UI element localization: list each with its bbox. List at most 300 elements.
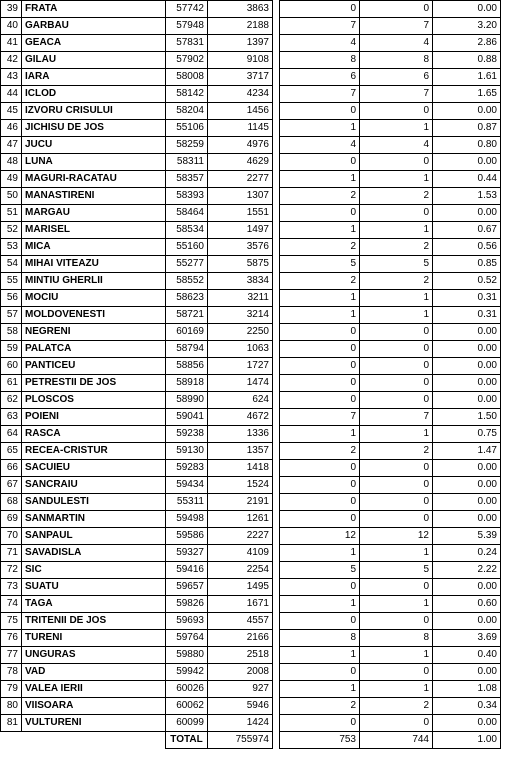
population: 1727 <box>208 358 273 375</box>
population: 4672 <box>208 409 273 426</box>
row-index: 63 <box>1 409 22 426</box>
population: 1497 <box>208 222 273 239</box>
locality-name: VAD <box>22 664 166 681</box>
locality-name: PETRESTII DE JOS <box>22 375 166 392</box>
empty-cell <box>273 732 280 749</box>
locality-code: 59327 <box>166 545 208 562</box>
table-row <box>1 35 501 52</box>
row-index: 77 <box>1 647 22 664</box>
table-row <box>1 256 501 273</box>
ratio: 0.60 <box>433 596 501 613</box>
ratio: 0.31 <box>433 290 501 307</box>
value-b: 1 <box>360 426 433 443</box>
locality-name: MICA <box>22 239 166 256</box>
locality-code: 60026 <box>166 681 208 698</box>
empty-cell <box>273 1 280 18</box>
table-row <box>1 613 501 630</box>
value-b: 1 <box>360 222 433 239</box>
population: 2254 <box>208 562 273 579</box>
value-b: 0 <box>360 715 433 732</box>
ratio: 0.00 <box>433 579 501 596</box>
locality-name: MINTIU GHERLII <box>22 273 166 290</box>
population: 3863 <box>208 1 273 18</box>
row-index: 42 <box>1 52 22 69</box>
table-row <box>1 511 501 528</box>
locality-code: 59238 <box>166 426 208 443</box>
locality-name: MOLDOVENESTI <box>22 307 166 324</box>
ratio: 0.00 <box>433 613 501 630</box>
table-row <box>1 69 501 86</box>
row-index: 59 <box>1 341 22 358</box>
value-a: 1 <box>280 120 360 137</box>
value-b: 0 <box>360 392 433 409</box>
value-b: 0 <box>360 103 433 120</box>
value-b: 5 <box>360 256 433 273</box>
table-row <box>1 460 501 477</box>
population: 4976 <box>208 137 273 154</box>
value-a: 12 <box>280 528 360 545</box>
value-b: 6 <box>360 69 433 86</box>
table-row <box>1 1 501 18</box>
total-row <box>1 732 501 749</box>
row-index: 51 <box>1 205 22 222</box>
table-row <box>1 324 501 341</box>
row-index: 44 <box>1 86 22 103</box>
locality-code: 58918 <box>166 375 208 392</box>
row-index: 74 <box>1 596 22 613</box>
ratio: 2.22 <box>433 562 501 579</box>
population: 3214 <box>208 307 273 324</box>
ratio: 0.34 <box>433 698 501 715</box>
table-row <box>1 443 501 460</box>
population: 1524 <box>208 477 273 494</box>
ratio: 1.47 <box>433 443 501 460</box>
ratio: 0.00 <box>433 664 501 681</box>
population: 1397 <box>208 35 273 52</box>
row-index: 76 <box>1 630 22 647</box>
empty-cell <box>273 341 280 358</box>
value-a: 0 <box>280 511 360 528</box>
population: 2008 <box>208 664 273 681</box>
population: 1357 <box>208 443 273 460</box>
value-a: 0 <box>280 715 360 732</box>
locality-name: SAVADISLA <box>22 545 166 562</box>
locality-code: 60169 <box>166 324 208 341</box>
ratio: 0.00 <box>433 375 501 392</box>
ratio: 0.00 <box>433 477 501 494</box>
row-index: 64 <box>1 426 22 443</box>
locality-code: 55160 <box>166 239 208 256</box>
population: 2277 <box>208 171 273 188</box>
value-b: 0 <box>360 460 433 477</box>
ratio: 0.88 <box>433 52 501 69</box>
value-b: 4 <box>360 35 433 52</box>
table-row <box>1 120 501 137</box>
locality-code: 59416 <box>166 562 208 579</box>
total-col6: 744 <box>360 732 433 749</box>
value-a: 7 <box>280 86 360 103</box>
table-row <box>1 188 501 205</box>
population: 1474 <box>208 375 273 392</box>
ratio: 0.00 <box>433 103 501 120</box>
locality-code: 57902 <box>166 52 208 69</box>
value-b: 1 <box>360 545 433 562</box>
empty-cell <box>273 681 280 698</box>
locality-code: 59498 <box>166 511 208 528</box>
locality-code: 59586 <box>166 528 208 545</box>
ratio: 0.67 <box>433 222 501 239</box>
table-row <box>1 103 501 120</box>
empty-cell <box>273 103 280 120</box>
ratio: 0.00 <box>433 205 501 222</box>
value-b: 0 <box>360 579 433 596</box>
value-a: 0 <box>280 358 360 375</box>
row-index: 80 <box>1 698 22 715</box>
locality-code: 58311 <box>166 154 208 171</box>
row-index: 56 <box>1 290 22 307</box>
value-a: 0 <box>280 477 360 494</box>
locality-name: GEACA <box>22 35 166 52</box>
population: 1145 <box>208 120 273 137</box>
row-index: 75 <box>1 613 22 630</box>
total-population: 755974 <box>208 732 273 749</box>
locality-code: 58204 <box>166 103 208 120</box>
locality-code: 59880 <box>166 647 208 664</box>
population: 2191 <box>208 494 273 511</box>
row-index: 41 <box>1 35 22 52</box>
empty-cell <box>273 35 280 52</box>
population: 2227 <box>208 528 273 545</box>
locality-name: SACUIEU <box>22 460 166 477</box>
ratio: 0.00 <box>433 715 501 732</box>
row-index: 62 <box>1 392 22 409</box>
population: 2166 <box>208 630 273 647</box>
empty-cell <box>273 18 280 35</box>
value-a: 0 <box>280 1 360 18</box>
value-b: 0 <box>360 664 433 681</box>
value-b: 0 <box>360 613 433 630</box>
locality-code: 59826 <box>166 596 208 613</box>
value-b: 1 <box>360 171 433 188</box>
empty-cell <box>273 664 280 681</box>
value-b: 0 <box>360 1 433 18</box>
row-index: 67 <box>1 477 22 494</box>
locality-code: 55311 <box>166 494 208 511</box>
ratio: 3.69 <box>433 630 501 647</box>
value-b: 2 <box>360 239 433 256</box>
row-index: 54 <box>1 256 22 273</box>
row-index: 50 <box>1 188 22 205</box>
population: 624 <box>208 392 273 409</box>
value-b: 2 <box>360 273 433 290</box>
value-a: 1 <box>280 545 360 562</box>
row-index: 45 <box>1 103 22 120</box>
row-index: 47 <box>1 137 22 154</box>
row-index: 49 <box>1 171 22 188</box>
value-a: 0 <box>280 664 360 681</box>
total-ratio: 1.00 <box>433 732 501 749</box>
locality-name: MIHAI VITEAZU <box>22 256 166 273</box>
table-row <box>1 579 501 596</box>
ratio: 0.00 <box>433 1 501 18</box>
row-index: 78 <box>1 664 22 681</box>
locality-name: PANTICEU <box>22 358 166 375</box>
population: 3576 <box>208 239 273 256</box>
value-a: 4 <box>280 137 360 154</box>
locality-code: 59693 <box>166 613 208 630</box>
value-a: 7 <box>280 18 360 35</box>
value-b: 7 <box>360 18 433 35</box>
ratio: 0.44 <box>433 171 501 188</box>
value-a: 5 <box>280 256 360 273</box>
empty-cell <box>273 409 280 426</box>
table-row <box>1 137 501 154</box>
value-a: 1 <box>280 290 360 307</box>
population: 1418 <box>208 460 273 477</box>
locality-name: POIENI <box>22 409 166 426</box>
population: 1336 <box>208 426 273 443</box>
value-a: 8 <box>280 52 360 69</box>
locality-code: 58534 <box>166 222 208 239</box>
locality-name: GILAU <box>22 52 166 69</box>
table-body <box>1 1 501 732</box>
locality-name: FRATA <box>22 1 166 18</box>
population: 4234 <box>208 86 273 103</box>
row-index: 58 <box>1 324 22 341</box>
locality-code: 58552 <box>166 273 208 290</box>
empty-cell <box>273 494 280 511</box>
ratio: 0.00 <box>433 341 501 358</box>
value-b: 1 <box>360 290 433 307</box>
row-index: 61 <box>1 375 22 392</box>
row-index: 46 <box>1 120 22 137</box>
locality-code: 60099 <box>166 715 208 732</box>
value-a: 1 <box>280 426 360 443</box>
locality-name: VULTURENI <box>22 715 166 732</box>
empty-cell <box>273 698 280 715</box>
value-b: 1 <box>360 681 433 698</box>
locality-name: TURENI <box>22 630 166 647</box>
locality-code: 57742 <box>166 1 208 18</box>
row-index: 52 <box>1 222 22 239</box>
locality-code: 58259 <box>166 137 208 154</box>
empty-cell <box>273 171 280 188</box>
empty-cell <box>273 358 280 375</box>
value-b: 1 <box>360 647 433 664</box>
table-row <box>1 86 501 103</box>
empty-cell <box>273 613 280 630</box>
population: 2250 <box>208 324 273 341</box>
table-row <box>1 222 501 239</box>
locality-code: 59434 <box>166 477 208 494</box>
table-row <box>1 358 501 375</box>
population: 4109 <box>208 545 273 562</box>
population: 927 <box>208 681 273 698</box>
locality-name: IARA <box>22 69 166 86</box>
ratio: 5.39 <box>433 528 501 545</box>
value-a: 0 <box>280 375 360 392</box>
value-b: 1 <box>360 120 433 137</box>
empty-cell <box>22 732 166 749</box>
value-a: 1 <box>280 307 360 324</box>
table-row <box>1 409 501 426</box>
value-a: 1 <box>280 681 360 698</box>
value-a: 0 <box>280 103 360 120</box>
empty-cell <box>273 630 280 647</box>
empty-cell <box>273 137 280 154</box>
table-row <box>1 154 501 171</box>
population: 1495 <box>208 579 273 596</box>
table-row <box>1 562 501 579</box>
value-b: 2 <box>360 188 433 205</box>
population: 1456 <box>208 103 273 120</box>
ratio: 0.85 <box>433 256 501 273</box>
value-b: 2 <box>360 698 433 715</box>
row-index: 72 <box>1 562 22 579</box>
value-a: 6 <box>280 69 360 86</box>
empty-cell <box>273 511 280 528</box>
locality-code: 59764 <box>166 630 208 647</box>
value-b: 8 <box>360 630 433 647</box>
row-index: 70 <box>1 528 22 545</box>
value-b: 0 <box>360 205 433 222</box>
locality-code: 58393 <box>166 188 208 205</box>
ratio: 0.00 <box>433 511 501 528</box>
value-b: 0 <box>360 324 433 341</box>
ratio: 0.52 <box>433 273 501 290</box>
value-a: 8 <box>280 630 360 647</box>
value-a: 2 <box>280 443 360 460</box>
value-b: 4 <box>360 137 433 154</box>
value-b: 0 <box>360 511 433 528</box>
locality-name: TAGA <box>22 596 166 613</box>
empty-cell <box>273 596 280 613</box>
value-b: 0 <box>360 358 433 375</box>
population: 3717 <box>208 69 273 86</box>
population: 4557 <box>208 613 273 630</box>
empty-cell <box>273 273 280 290</box>
locality-code: 58623 <box>166 290 208 307</box>
value-b: 0 <box>360 375 433 392</box>
population: 1261 <box>208 511 273 528</box>
locality-code: 57948 <box>166 18 208 35</box>
locality-name: IZVORU CRISULUI <box>22 103 166 120</box>
row-index: 73 <box>1 579 22 596</box>
empty-cell <box>273 443 280 460</box>
table-row <box>1 664 501 681</box>
locality-code: 58464 <box>166 205 208 222</box>
table-footer <box>1 732 501 749</box>
locality-name: JUCU <box>22 137 166 154</box>
locality-code: 58721 <box>166 307 208 324</box>
population: 1307 <box>208 188 273 205</box>
value-b: 8 <box>360 52 433 69</box>
ratio: 0.75 <box>433 426 501 443</box>
ratio: 0.40 <box>433 647 501 664</box>
locality-code: 59657 <box>166 579 208 596</box>
table-row <box>1 341 501 358</box>
table-row <box>1 239 501 256</box>
ratio: 1.61 <box>433 69 501 86</box>
locality-name: SANPAUL <box>22 528 166 545</box>
value-a: 7 <box>280 409 360 426</box>
row-index: 48 <box>1 154 22 171</box>
row-index: 55 <box>1 273 22 290</box>
ratio: 2.86 <box>433 35 501 52</box>
locality-name: SANDULESTI <box>22 494 166 511</box>
value-a: 0 <box>280 579 360 596</box>
population: 1671 <box>208 596 273 613</box>
locality-name: GARBAU <box>22 18 166 35</box>
value-a: 2 <box>280 239 360 256</box>
locality-code: 59942 <box>166 664 208 681</box>
ratio: 0.24 <box>433 545 501 562</box>
locality-code: 55277 <box>166 256 208 273</box>
table-row <box>1 647 501 664</box>
locality-code: 58008 <box>166 69 208 86</box>
locality-name: JICHISU DE JOS <box>22 120 166 137</box>
population: 1424 <box>208 715 273 732</box>
ratio: 3.20 <box>433 18 501 35</box>
value-b: 12 <box>360 528 433 545</box>
total-label: TOTAL <box>166 732 208 749</box>
value-a: 5 <box>280 562 360 579</box>
value-a: 2 <box>280 188 360 205</box>
empty-cell <box>273 120 280 137</box>
value-a: 0 <box>280 494 360 511</box>
table-row <box>1 528 501 545</box>
locality-name: VALEA IERII <box>22 681 166 698</box>
empty-cell <box>273 579 280 596</box>
locality-code: 55106 <box>166 120 208 137</box>
value-b: 0 <box>360 341 433 358</box>
locality-name: LUNA <box>22 154 166 171</box>
locality-name: SIC <box>22 562 166 579</box>
row-index: 39 <box>1 1 22 18</box>
table-row <box>1 307 501 324</box>
value-a: 1 <box>280 171 360 188</box>
table-row <box>1 375 501 392</box>
locality-code: 57831 <box>166 35 208 52</box>
locality-name: SANCRAIU <box>22 477 166 494</box>
table-row <box>1 205 501 222</box>
value-a: 2 <box>280 698 360 715</box>
table-row <box>1 273 501 290</box>
population: 3834 <box>208 273 273 290</box>
locality-name: MOCIU <box>22 290 166 307</box>
value-b: 5 <box>360 562 433 579</box>
value-b: 2 <box>360 443 433 460</box>
table-row <box>1 630 501 647</box>
empty-cell <box>273 375 280 392</box>
locality-name: ICLOD <box>22 86 166 103</box>
population: 2518 <box>208 647 273 664</box>
locality-name: NEGRENI <box>22 324 166 341</box>
value-a: 0 <box>280 613 360 630</box>
population: 3211 <box>208 290 273 307</box>
ratio: 0.31 <box>433 307 501 324</box>
table-row <box>1 18 501 35</box>
empty-cell <box>273 528 280 545</box>
population: 1551 <box>208 205 273 222</box>
row-index: 66 <box>1 460 22 477</box>
population: 4629 <box>208 154 273 171</box>
empty-cell <box>273 307 280 324</box>
empty-cell <box>273 647 280 664</box>
population: 5946 <box>208 698 273 715</box>
empty-cell <box>273 69 280 86</box>
row-index: 71 <box>1 545 22 562</box>
